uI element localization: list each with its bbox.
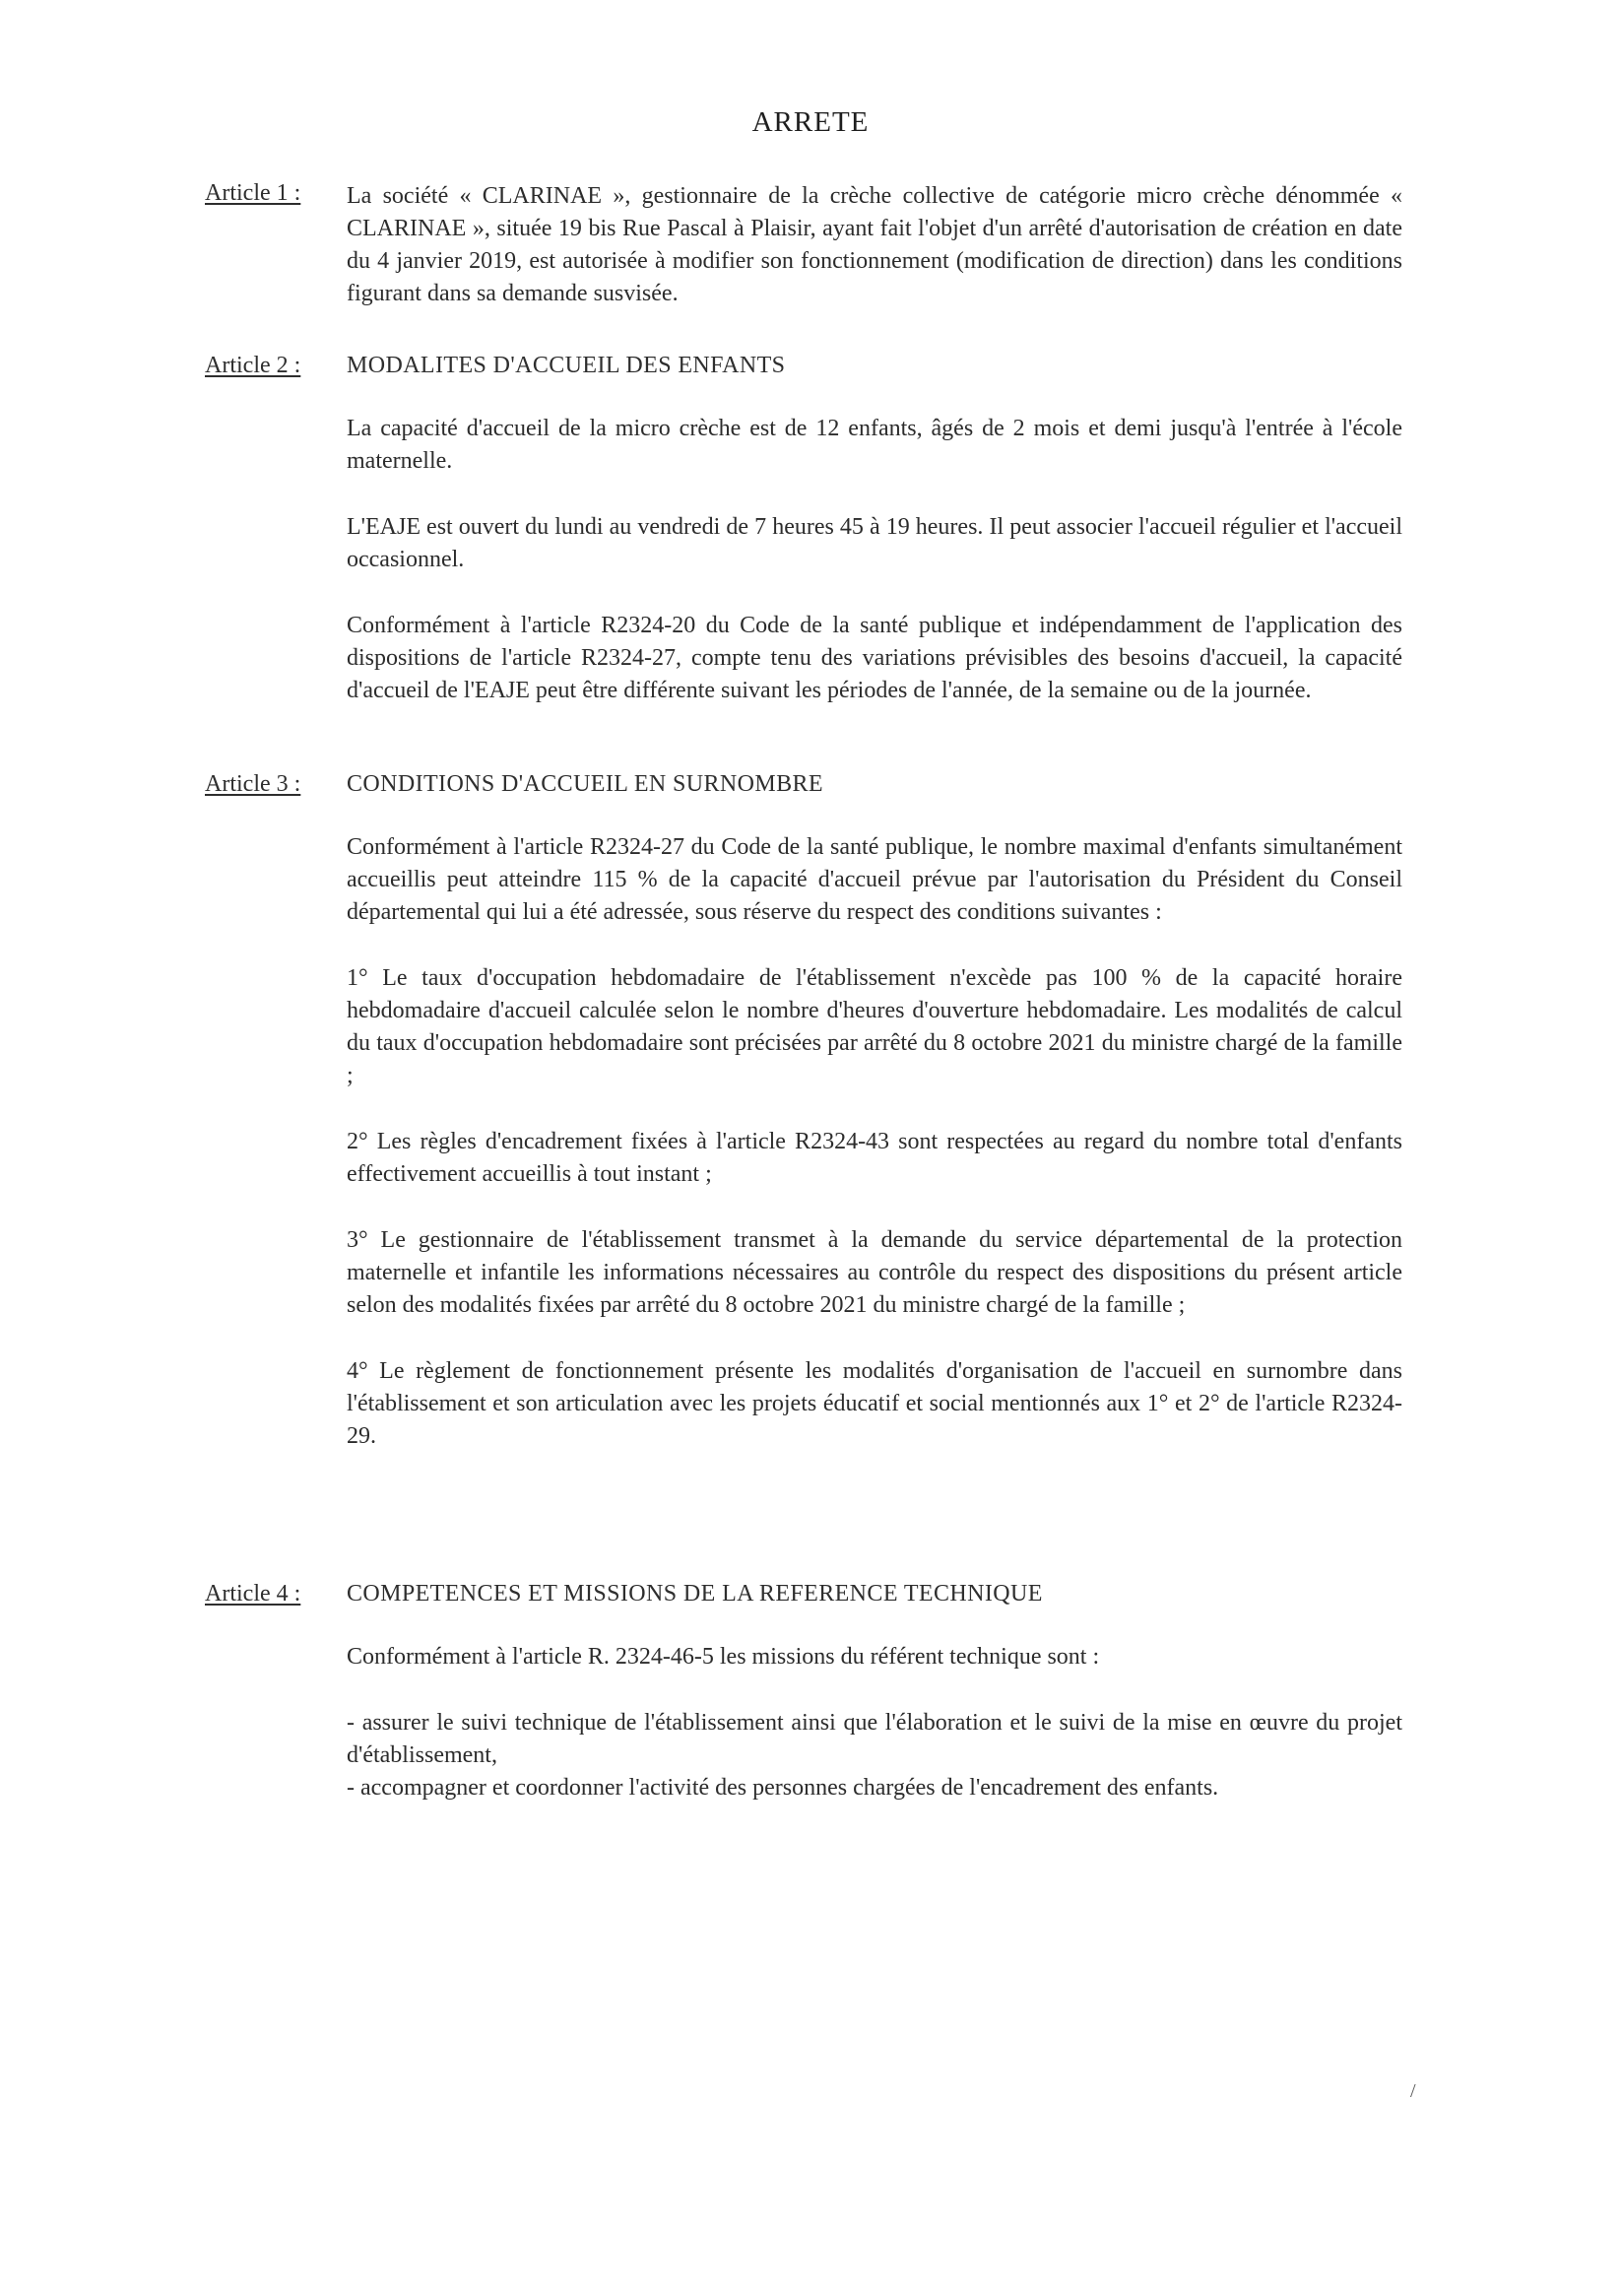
article-label: Article 4 : [205, 1581, 301, 1607]
article-paragraph: 3° Le gestionnaire de l'établissement transmet à la demande du service départemental de la protection maternelle et infantile les informations nécessaires au contrôle du respect des dispositions du présent article selon des modalités fixées par arrêté du 8 octobre 2021 du ministre chargé de la famille ; [347, 1227, 1402, 1318]
article-body [347, 180, 1402, 310]
article-heading: MODALITES D'ACCUEIL DES ENFANTS [347, 353, 786, 378]
article-paragraph: 4° Le règlement de fonctionnement présente les modalités d'organisation de l'accueil en surnombre dans l'établissement et son articulation avec les projets éducatif et social mentionnés aux 1° et 2° de l'article R2324-29. [347, 1358, 1402, 1449]
article-paragraph: 1° Le taux d'occupation hebdomadaire de l'établissement n'excède pas 100 % de la capacité horaire hebdomadaire d'accueil calculée selon le nombre d'heures d'ouverture hebdomadaire. Les modalités de calcul du taux d'occupation hebdomadaire sont précisées par arrêté du 8 octobre 2021 du ministre chargé de la famille ; [347, 965, 1402, 1088]
article-heading: CONDITIONS D'ACCUEIL EN SURNOMBRE [347, 771, 823, 797]
article-paragraph: Conformément à l'article R. 2324-46-5 les missions du référent technique sont : [347, 1644, 1100, 1670]
article-label: Article 3 : [205, 771, 301, 797]
article-paragraph: L'EAJE est ouvert du lundi au vendredi de 7 heures 45 à 19 heures. Il peut associer l'accueil régulier et l'accueil occasionnel. [347, 514, 1402, 572]
article-body [347, 1581, 1402, 1804]
article-paragraph: Conformément à l'article R2324-20 du Code de la santé publique et indépendamment de l'application des dispositions de l'article R2324-27, compte tenu des variations prévisibles des besoins d'accueil, la capacité d'accueil de l'EAJE peut être différente suivant les périodes de l'année, de la semaine ou de la journée. [347, 613, 1402, 703]
article-label: Article 1 : [205, 180, 301, 206]
article-body [347, 771, 1402, 1453]
article-label: Article 2 : [205, 353, 301, 378]
article-heading: COMPETENCES ET MISSIONS DE LA REFERENCE TECHNIQUE [347, 1581, 1043, 1607]
document-title: ARRETE [751, 106, 870, 138]
article-paragraph: 2° Les règles d'encadrement fixées à l'article R2324-43 sont respectées au regard du nombre total d'enfants effectivement accueillis à tout instant ; [347, 1129, 1402, 1187]
list-item: - assurer le suivi technique de l'établissement ainsi que l'élaboration et le suivi de la mise en œuvre du projet d'établissement, [347, 1710, 1402, 1768]
article-paragraph: La société « CLARINAE », gestionnaire de la crèche collective de catégorie micro crèche dénommée « CLARINAE », située 19 bis Rue Pascal à Plaisir, ayant fait l'objet d'un arrêté d'autorisation de création en date du 4 janvier 2019, est autorisée à modifier son fonctionnement (modification de direction) dans les conditions figurant dans sa demande susvisée. [347, 183, 1402, 306]
article-paragraph: Conformément à l'article R2324-27 du Code de la santé publique, le nombre maximal d'enfants simultanément accueillis peut atteindre 115 % de la capacité d'accueil prévue par l'autorisation du Président du Conseil départemental qui lui a été adressée, sous réserve du respect des conditions suivantes : [347, 834, 1402, 925]
list-item: - accompagner et coordonner l'activité des personnes chargées de l'encadrement des enfants. [347, 1775, 1219, 1801]
page-mark: / [1410, 2080, 1416, 2102]
article-paragraph: La capacité d'accueil de la micro crèche est de 12 enfants, âgés de 2 mois et demi jusqu'à l'entrée à l'école maternelle. [347, 416, 1402, 474]
article-body [347, 353, 1402, 707]
missions-list [347, 1707, 1402, 1804]
